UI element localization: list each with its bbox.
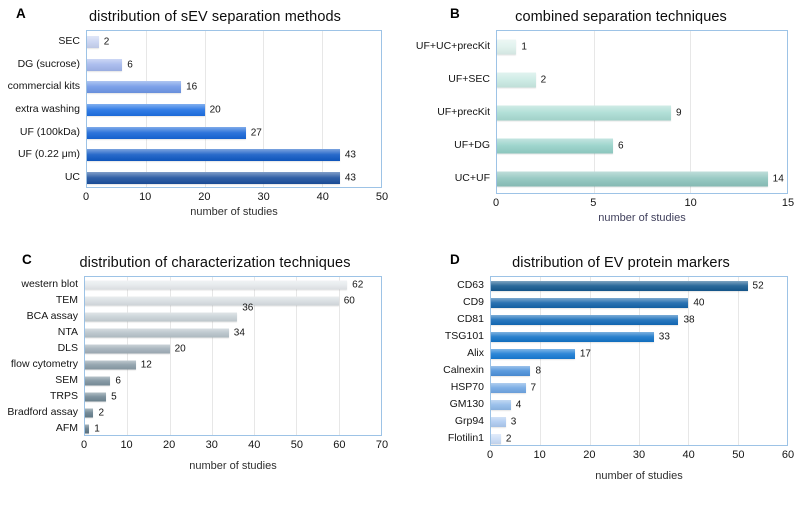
value-label: 16 bbox=[186, 81, 198, 93]
value-label: 33 bbox=[658, 331, 670, 342]
category-label: Grp94 bbox=[454, 414, 484, 427]
value-label: 2 bbox=[505, 433, 512, 444]
spacer bbox=[412, 463, 490, 482]
bar-row bbox=[491, 328, 787, 345]
plot-area bbox=[86, 30, 382, 188]
bar-row bbox=[497, 162, 787, 195]
value-label: 36 bbox=[242, 302, 254, 314]
panel-header bbox=[6, 250, 398, 276]
spacer bbox=[412, 446, 490, 463]
bar-row bbox=[85, 389, 381, 405]
x-tick-label: 5 bbox=[590, 197, 597, 209]
x-tick-label: 15 bbox=[781, 197, 795, 209]
panel-d bbox=[412, 250, 804, 482]
x-tick-label: 0 bbox=[486, 449, 494, 461]
value-label: 1 bbox=[521, 41, 527, 53]
bar-row bbox=[491, 379, 787, 396]
x-axis-label: number of studies bbox=[189, 460, 277, 472]
bar bbox=[85, 377, 110, 386]
bar-row bbox=[87, 54, 381, 77]
bar-row bbox=[491, 294, 787, 311]
x-axis-label: number of studies bbox=[598, 212, 686, 224]
value-label: 7 bbox=[530, 382, 537, 393]
value-label: 9 bbox=[676, 107, 682, 119]
x-tick-label: 60 bbox=[781, 449, 795, 461]
value-label: 6 bbox=[127, 59, 133, 71]
category-label: HSP70 bbox=[450, 380, 484, 393]
bar-row bbox=[85, 357, 381, 373]
category-label: UF (0.22 μm) bbox=[17, 148, 80, 161]
panel-header bbox=[412, 250, 804, 276]
spacer bbox=[412, 194, 496, 211]
plot-area bbox=[490, 276, 788, 446]
value-label: 5 bbox=[111, 391, 117, 403]
value-label: 20 bbox=[174, 343, 186, 355]
value-label: 14 bbox=[772, 173, 784, 185]
bar bbox=[491, 366, 530, 376]
x-tick-label: 40 bbox=[248, 439, 261, 451]
bar-row bbox=[85, 293, 381, 309]
bar bbox=[497, 73, 536, 88]
category-label: commercial kits bbox=[7, 80, 80, 93]
x-tick-label: 20 bbox=[163, 439, 176, 451]
category-label: Flotilin1 bbox=[447, 431, 484, 444]
category-label: AFM bbox=[55, 422, 78, 434]
x-tick-label: 0 bbox=[492, 197, 500, 209]
bar-row bbox=[87, 144, 381, 167]
bar bbox=[497, 138, 613, 153]
x-axis-ticks bbox=[82, 190, 389, 205]
bar-row bbox=[85, 341, 381, 357]
value-label: 34 bbox=[233, 327, 245, 339]
bar bbox=[497, 171, 768, 186]
bar bbox=[87, 149, 340, 161]
category-label: UF (100kDa) bbox=[19, 125, 80, 138]
x-tick-label: 50 bbox=[290, 439, 303, 451]
bar-row bbox=[491, 311, 787, 328]
panel-title: distribution of sEV separation methods bbox=[88, 9, 342, 25]
x-axis-ticks bbox=[486, 448, 795, 463]
spacer bbox=[412, 211, 496, 224]
category-label: TSG101 bbox=[444, 329, 484, 342]
plot-area bbox=[84, 276, 382, 436]
value-label: 8 bbox=[535, 365, 542, 376]
value-label: 2 bbox=[103, 36, 110, 48]
category-label: SEC bbox=[58, 35, 80, 48]
value-label: 1 bbox=[94, 423, 100, 435]
x-tick-label: 20 bbox=[583, 449, 596, 461]
bar bbox=[85, 281, 347, 290]
category-label: CD9 bbox=[462, 295, 484, 308]
category-label: UC+UF bbox=[454, 171, 490, 184]
bar-row bbox=[85, 277, 381, 293]
x-tick-label: 60 bbox=[333, 439, 346, 451]
bar-row bbox=[85, 373, 381, 389]
bar bbox=[85, 345, 170, 354]
x-tick-label: 10 bbox=[533, 449, 546, 461]
x-tick-label: 0 bbox=[80, 439, 88, 451]
bar bbox=[87, 36, 99, 48]
panel-letter: D bbox=[450, 252, 460, 267]
x-tick-label: 30 bbox=[257, 191, 270, 203]
bar bbox=[87, 59, 122, 71]
x-tick-label: 10 bbox=[139, 191, 152, 203]
panel-title: combined separation techniques bbox=[515, 9, 727, 25]
x-tick-label: 10 bbox=[684, 197, 697, 209]
bar-row bbox=[491, 277, 787, 294]
plot-area bbox=[496, 30, 788, 194]
bar bbox=[87, 81, 181, 93]
bar bbox=[85, 409, 93, 418]
spacer bbox=[6, 453, 84, 472]
x-tick-label: 0 bbox=[82, 191, 90, 203]
x-tick-label: 50 bbox=[732, 449, 745, 461]
value-label: 12 bbox=[140, 359, 152, 371]
x-axis-label: number of studies bbox=[190, 206, 278, 218]
bar bbox=[85, 361, 136, 370]
bar-row bbox=[87, 99, 381, 122]
category-label: Calnexin bbox=[443, 363, 484, 376]
category-label: UF+DG bbox=[454, 138, 490, 151]
panel-letter: B bbox=[450, 6, 460, 21]
value-label: 52 bbox=[752, 280, 764, 291]
panel-title: distribution of EV protein markers bbox=[512, 255, 730, 271]
bar bbox=[87, 104, 205, 116]
bar-row bbox=[87, 166, 381, 189]
bar-chart bbox=[6, 30, 389, 218]
panel-title: distribution of characterization techniques bbox=[79, 255, 351, 271]
x-tick-label: 10 bbox=[120, 439, 133, 451]
value-label: 40 bbox=[693, 297, 705, 308]
category-labels bbox=[412, 30, 496, 194]
value-label: 60 bbox=[343, 295, 355, 307]
bar-row bbox=[87, 121, 381, 144]
bar-chart bbox=[6, 276, 389, 472]
bar-row bbox=[491, 413, 787, 430]
panel-b bbox=[412, 4, 804, 224]
category-label: SEM bbox=[55, 374, 78, 386]
value-label: 6 bbox=[115, 375, 121, 387]
category-label: TEM bbox=[55, 294, 78, 306]
bar bbox=[85, 313, 237, 322]
x-tick-label: 70 bbox=[375, 439, 389, 451]
x-tick-label: 30 bbox=[205, 439, 218, 451]
panel-letter: A bbox=[16, 6, 26, 21]
category-label: western blot bbox=[21, 278, 78, 290]
bar-row bbox=[497, 97, 787, 130]
bar bbox=[491, 400, 511, 410]
category-label: DG (sucrose) bbox=[17, 57, 80, 70]
x-tick-label: 40 bbox=[682, 449, 695, 461]
category-label: UF+SEC bbox=[448, 73, 490, 86]
bar bbox=[491, 417, 506, 427]
x-tick-label: 30 bbox=[632, 449, 646, 461]
bar bbox=[85, 393, 106, 402]
bar-row bbox=[85, 325, 381, 341]
value-label: 6 bbox=[618, 140, 624, 152]
panel-a bbox=[6, 4, 398, 224]
value-label: 3 bbox=[510, 416, 517, 427]
x-tick-label: 50 bbox=[375, 191, 389, 203]
x-axis-label: number of studies bbox=[595, 470, 683, 482]
bar bbox=[85, 425, 89, 434]
category-label: flow cytometry bbox=[10, 358, 78, 370]
category-label: TRPS bbox=[49, 390, 78, 402]
category-label: CD63 bbox=[457, 278, 484, 291]
bar bbox=[87, 127, 246, 139]
bar-row bbox=[497, 64, 787, 97]
x-tick-label: 20 bbox=[198, 191, 211, 203]
category-label: GM130 bbox=[449, 397, 484, 410]
x-tick-label: 40 bbox=[316, 191, 329, 203]
bar-row bbox=[497, 129, 787, 162]
value-label: 4 bbox=[515, 399, 522, 410]
panel-header bbox=[412, 4, 804, 30]
x-axis-ticks bbox=[80, 438, 389, 453]
value-label: 62 bbox=[352, 279, 364, 291]
bar-row bbox=[497, 31, 787, 64]
bar bbox=[491, 298, 688, 308]
bar bbox=[491, 349, 575, 359]
bar-chart bbox=[412, 30, 795, 224]
value-label: 38 bbox=[683, 314, 695, 325]
value-label: 43 bbox=[344, 149, 356, 161]
bar-row bbox=[85, 421, 381, 437]
bar-chart bbox=[412, 276, 795, 482]
bar bbox=[87, 172, 340, 184]
value-label: 17 bbox=[579, 348, 591, 359]
category-label: UF+precKit bbox=[437, 105, 490, 118]
bar bbox=[491, 315, 678, 325]
bar-row bbox=[87, 31, 381, 54]
bar bbox=[491, 332, 654, 342]
spacer bbox=[6, 188, 86, 205]
category-label: UC bbox=[64, 170, 80, 183]
bar bbox=[497, 40, 516, 55]
category-label: CD81 bbox=[457, 312, 484, 325]
bar-row bbox=[85, 405, 381, 421]
bar bbox=[491, 434, 501, 444]
category-label: Bradford assay bbox=[7, 406, 78, 418]
category-label: DLS bbox=[57, 342, 78, 354]
panel-letter: C bbox=[22, 252, 32, 267]
bar bbox=[497, 105, 671, 120]
category-label: UF+UC+precKit bbox=[415, 40, 490, 53]
x-axis-ticks bbox=[492, 196, 795, 211]
category-label: NTA bbox=[57, 326, 78, 338]
bar-row bbox=[491, 396, 787, 413]
bar-row bbox=[491, 430, 787, 447]
panel-c bbox=[6, 250, 398, 482]
category-labels bbox=[412, 276, 490, 446]
bar-row bbox=[491, 362, 787, 379]
category-labels bbox=[6, 276, 84, 436]
category-labels bbox=[6, 30, 86, 188]
bar-row bbox=[87, 76, 381, 99]
bar bbox=[491, 281, 748, 291]
category-label: extra washing bbox=[15, 102, 80, 115]
category-label: Alix bbox=[467, 346, 484, 359]
category-label: BCA assay bbox=[26, 310, 78, 322]
value-label: 27 bbox=[250, 127, 262, 139]
value-label: 20 bbox=[209, 104, 221, 116]
bar bbox=[491, 383, 526, 393]
bar bbox=[85, 329, 229, 338]
spacer bbox=[6, 436, 84, 453]
value-label: 2 bbox=[98, 407, 105, 419]
value-label: 2 bbox=[540, 74, 547, 86]
value-label: 43 bbox=[344, 172, 356, 184]
bar-row bbox=[85, 302, 381, 325]
panel-header bbox=[6, 4, 398, 30]
bar-row bbox=[491, 345, 787, 362]
spacer bbox=[6, 205, 86, 218]
bar bbox=[85, 297, 339, 306]
